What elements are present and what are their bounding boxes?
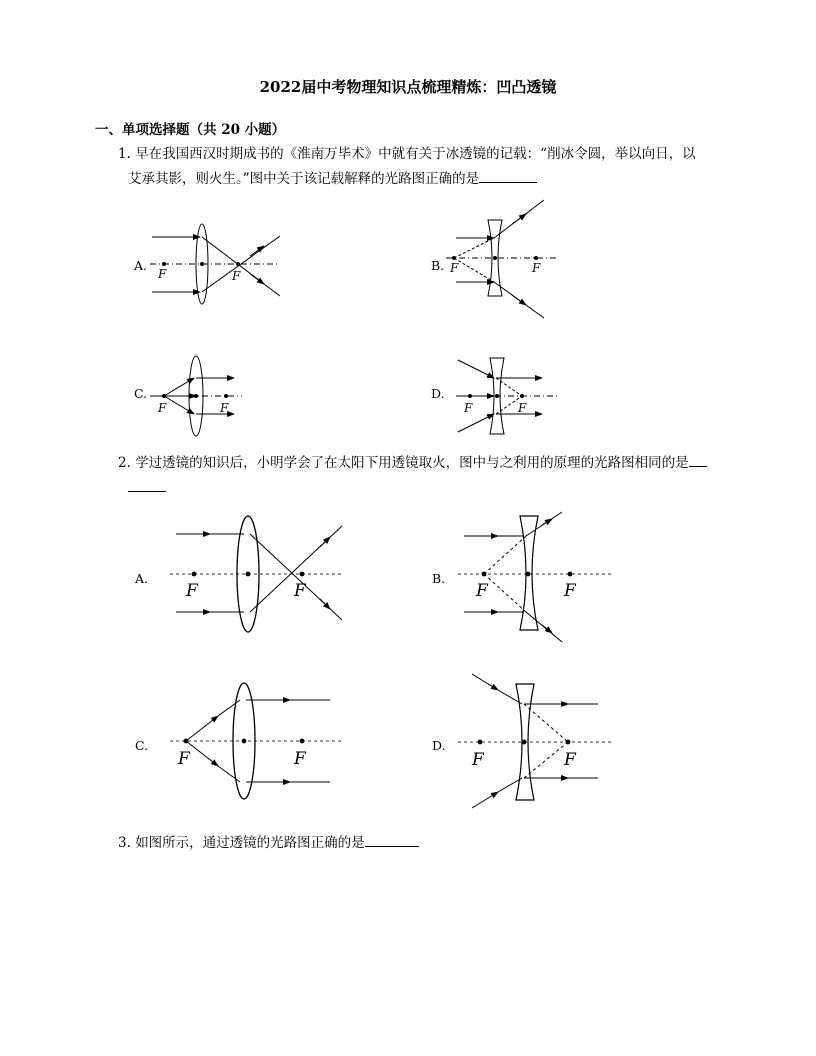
- focus-label: F: [232, 269, 241, 283]
- question-number: 1.: [118, 146, 131, 162]
- q1-figure-b: [446, 198, 566, 320]
- option-label-c: C.: [134, 386, 148, 401]
- focus-label: F: [186, 581, 198, 601]
- focus-label: F: [472, 750, 484, 770]
- page-title: 2022届中考物理知识点梳理精炼：凹凸透镜: [259, 78, 557, 96]
- q2-figure-c: [170, 680, 350, 805]
- focus-label: F: [564, 750, 576, 770]
- q1-figure-c: [150, 352, 250, 440]
- focus-label: F: [464, 401, 473, 415]
- focus-label: F: [476, 581, 488, 601]
- question-text-line1: 早在我国西汉时期成书的《淮南万毕术》中就有关于冰透镜的记载：“削冰令圆，举以向日，以: [135, 146, 696, 162]
- focus-label: F: [158, 267, 167, 281]
- answer-blank[interactable]: [689, 452, 707, 467]
- answer-blank[interactable]: [479, 168, 537, 183]
- question-number: 3.: [118, 835, 131, 851]
- focus-label: F: [532, 261, 541, 275]
- q1-figure-d: [456, 354, 566, 440]
- question-3: [118, 831, 718, 856]
- focus-label: F: [158, 401, 167, 415]
- answer-blank[interactable]: [365, 832, 419, 847]
- section-heading: 一、单项选择题（共 20 小题）: [95, 122, 286, 138]
- focus-label: F: [518, 401, 527, 415]
- focus-label: F: [294, 749, 306, 769]
- q1-figure-a: [150, 218, 290, 308]
- option-label-a: A.: [134, 258, 148, 273]
- question-text-line2: 艾承其影，则火生。”图中关于该记载解释的光路图正确的是: [128, 171, 480, 187]
- option-label-a: A.: [135, 571, 149, 586]
- question-number: 2.: [118, 455, 131, 471]
- focus-label: F: [294, 581, 306, 601]
- focus-label: F: [564, 581, 576, 601]
- option-label-d: D.: [431, 386, 445, 401]
- focus-label: F: [220, 401, 229, 415]
- question-text-line1: 学过透镜的知识后，小明学会了在太阳下用透镜取火，图中与之利用的原理的光路图相同的是: [135, 455, 689, 471]
- question-text-line1: 如图所示，通过透镜的光路图正确的是: [135, 835, 365, 851]
- q2-figure-d: [458, 668, 618, 814]
- focus-label: F: [178, 749, 190, 769]
- q2-figure-a: [170, 512, 350, 637]
- q2-figure-b: [458, 510, 618, 650]
- option-label-d: D.: [432, 738, 446, 753]
- focus-label: F: [450, 261, 459, 275]
- question-2: [118, 451, 758, 501]
- option-label-c: C.: [135, 738, 149, 753]
- option-label-b: B.: [431, 258, 445, 273]
- answer-blank-continued: [128, 477, 166, 492]
- question-1: [118, 142, 738, 192]
- option-label-b: B.: [432, 571, 446, 586]
